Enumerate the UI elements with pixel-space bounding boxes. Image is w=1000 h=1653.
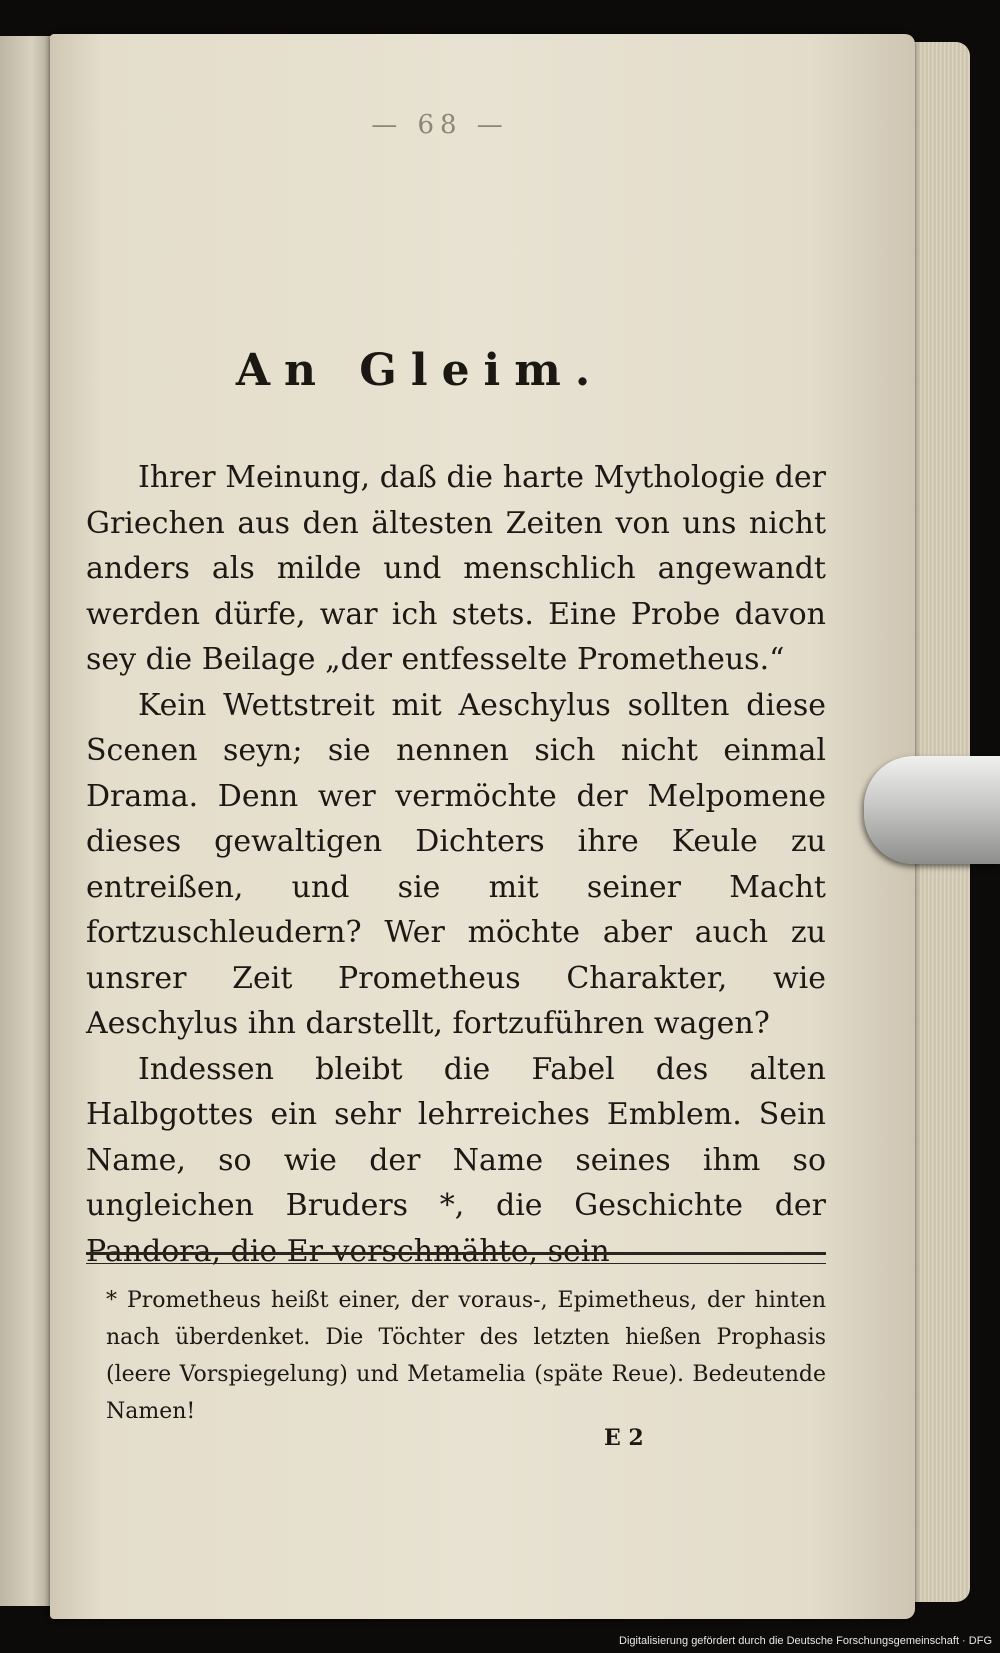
paragraph: Ihrer Meinung, daß die harte Mythologie der Griechen aus den ältesten Zeiten von uns nicht anders als milde und menschlich angewandt werden dürfe, war ich stets. Eine Probe davon sey die Beilage „der entfesselte Prometheus.“	[86, 460, 826, 677]
paragraph: Indessen bleibt die Fabel des alten Halbgottes ein sehr lehrreiches Emblem. Sein Name, so wie der Name seines ihm so ungleichen Bruders *, die Geschichte der Pandora, die Er verschmähte, sein	[86, 1051, 826, 1269]
body-text	[86, 455, 826, 1274]
page-clip	[864, 756, 1000, 864]
page-title: An Gleim.	[235, 345, 605, 396]
dfg-credit: Digitalisierung gefördert durch die Deutsche Forschungsgemeinschaft · DFG	[619, 1635, 992, 1647]
paragraph: Kein Wettstreit mit Aeschylus sollten diese Scenen seyn; sie nennen sich nicht einmal Drama. Denn wer vermöchte der Melpomene dieses gewaltigen Dichters ihre Keule zu entreißen, und sie mit seiner Macht fortzuschleudern? Wer möchte aber auch zu unsrer Zeit Prometheus Charakter, wie Aeschylus ihn darstellt, fortzuführen wagen?	[86, 687, 826, 1041]
footnote-rule	[86, 1252, 826, 1264]
page-number: — 68 —	[371, 110, 509, 140]
signature-mark: E 2	[604, 1425, 644, 1451]
footnote: * Prometheus heißt einer, der voraus-, Epimetheus, der hinten nach überdenket. Die Töchter des letzten hießen Prophasis (leere Vorspiegelung) und Metamelia (späte Reue). Bedeutende Namen!	[106, 1288, 826, 1424]
